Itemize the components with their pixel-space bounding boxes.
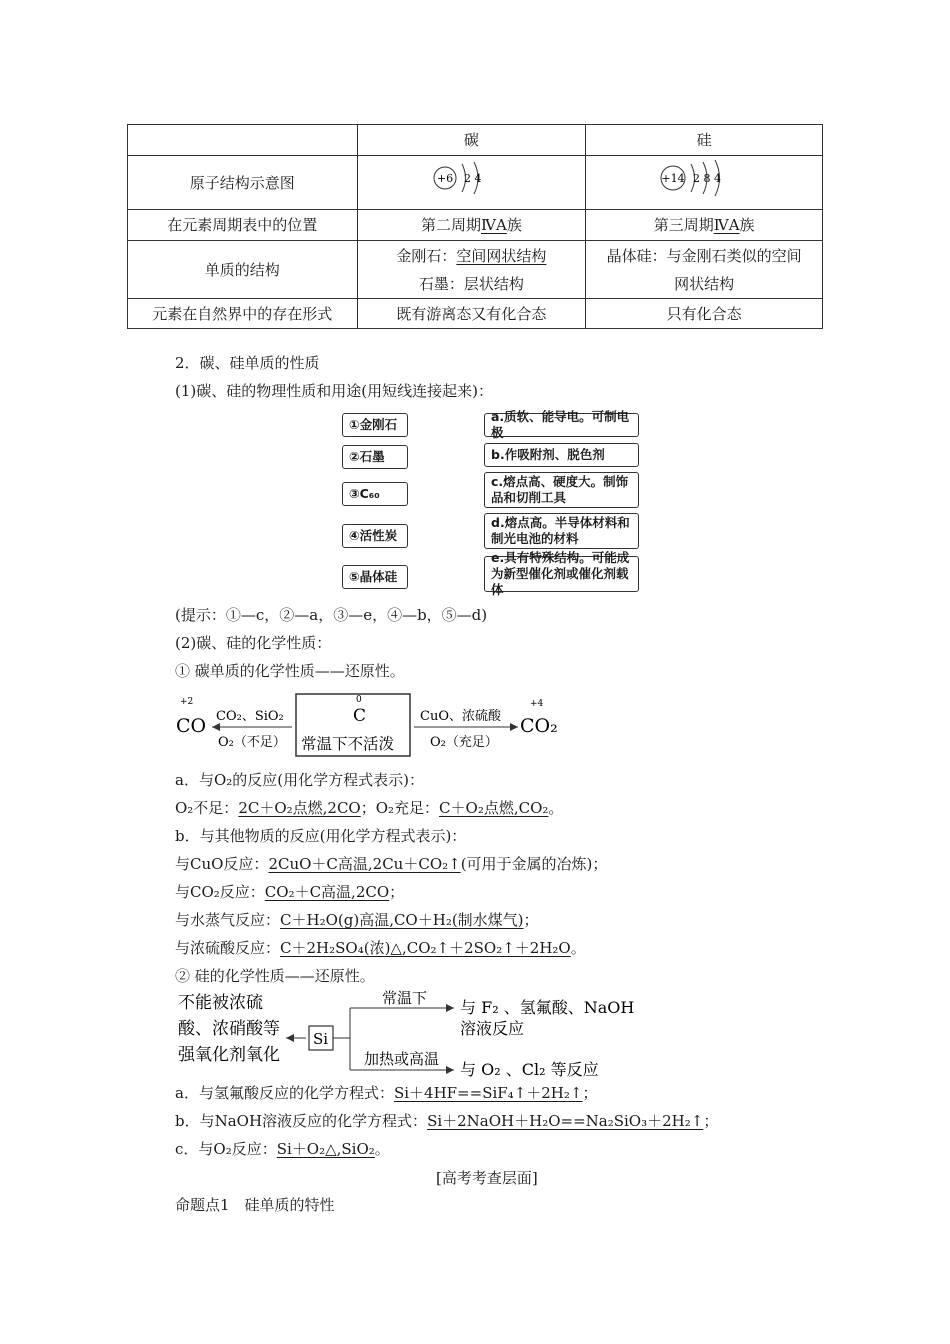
right-box: a.质软、能导电。可制电极 [484, 413, 639, 437]
carbon-silicon-table [127, 124, 823, 329]
left-box: ①金刚石 [342, 413, 408, 437]
table-header-cell [128, 125, 358, 156]
proposition-title: 命题点1 硅单质的特性 [175, 1196, 335, 1214]
reaction-line: b．与NaOH溶液反应的化学方程式：Si＋2NaOH＋H₂O==Na₂SiO₃＋2H₂↑； [175, 1112, 719, 1130]
svg-text:CuO、浓硫酸: CuO、浓硫酸 [420, 709, 501, 724]
center-carbon: C [353, 706, 367, 726]
reaction-line: 与CuO反应：2CuO＋C高温,2Cu＋CO₂↑(可用于金属的冶炼)； [175, 855, 608, 873]
left-box: ④活性炭 [342, 524, 408, 548]
carbon-existence: 既有游离态又有化合态 [357, 299, 586, 329]
svg-text:强氧化剂氧化: 强氧化剂氧化 [178, 1045, 280, 1065]
reaction-line: 与水蒸气反应：C＋H₂O(g)高温,CO＋H₂(制水煤气)； [175, 911, 539, 929]
table-header-silicon: 硅 [586, 125, 823, 156]
silicon-shells: 2 8 4 [693, 172, 722, 185]
table-row [128, 299, 823, 329]
carbon-structure: 金刚石：空间网状结构 石墨：层状结构 [357, 241, 586, 299]
gaokao-header: [高考考查层面] [436, 1169, 538, 1187]
svg-text:酸、浓硝酸等: 酸、浓硝酸等 [178, 1019, 280, 1039]
svg-text:与 F₂ 、氢氟酸、NaOH: 与 F₂ 、氢氟酸、NaOH [460, 998, 635, 1017]
svg-text:常温下: 常温下 [382, 989, 428, 1007]
svg-text:加热或高温: 加热或高温 [364, 1050, 440, 1068]
svg-text:O₂（充足）: O₂（充足） [430, 735, 498, 750]
left-box: ③C₆₀ [342, 482, 408, 506]
silicon-position: 第三周期ⅣA族 [586, 210, 823, 241]
svg-text:CO₂、SiO₂: CO₂、SiO₂ [216, 709, 284, 724]
reaction-line: 与浓硫酸反应：C＋2H₂SO₄(浓)△,CO₂↑＋2SO₂↑＋2H₂O。 [175, 939, 586, 957]
table-header-carbon: 碳 [357, 125, 586, 156]
right-box: b.作吸附剂、脱色剂 [484, 443, 639, 467]
svg-text:溶液反应: 溶液反应 [460, 1019, 525, 1038]
table-header-row [128, 125, 823, 156]
section-title: 2．碳、硅单质的性质 [175, 354, 320, 372]
carbon-reaction-diagram [170, 690, 570, 760]
reaction-title: a．与O₂的反应(用化学方程式表示)： [175, 771, 424, 789]
row-label: 在元素周期表中的位置 [128, 210, 358, 241]
silicon-existence: 只有化合态 [586, 299, 823, 329]
subsection-title: (2)碳、硅的化学性质： [175, 634, 332, 652]
svg-text:+4: +4 [530, 699, 544, 709]
carbon-property-title: ① 碳单质的化学性质——还原性。 [175, 662, 405, 680]
silicon-atom-diagram [586, 156, 823, 210]
silicon-property-title: ② 硅的化学性质——还原性。 [175, 967, 375, 985]
carbon-shells: 2 4 [464, 172, 482, 185]
reaction-title: b．与其他物质的反应(用化学方程式表示)： [175, 827, 467, 845]
silicon-structure: 晶体硅：与金刚石类似的空间 网状结构 [586, 241, 823, 299]
o2-reactions: O₂不足：2C＋O₂点燃,2CO；O₂充足：C＋O₂点燃,CO₂。 [175, 799, 564, 817]
row-label: 元素在自然界中的存在形式 [128, 299, 358, 329]
carbon-nucleus: +6 [437, 172, 454, 185]
subsection-title: (1)碳、硅的物理性质和用途(用短线连接起来)： [175, 382, 493, 400]
silicon-reaction-diagram [170, 988, 640, 1078]
svg-text:O₂（不足）: O₂（不足） [218, 735, 286, 750]
reaction-line: a．与氢氟酸反应的化学方程式：Si＋4HF==SiF₄↑＋2H₂↑； [175, 1084, 598, 1102]
right-box: e.具有特殊结构。可能成为新型催化剂或催化剂载体 [484, 556, 639, 592]
svg-text:不能被浓硫: 不能被浓硫 [178, 993, 263, 1013]
right-product: CO₂ [520, 715, 558, 737]
table-row [128, 156, 823, 210]
svg-text:+2: +2 [180, 697, 194, 707]
reaction-line: 与CO₂反应：CO₂＋C高温,2CO； [175, 883, 405, 901]
svg-text:常温下不活泼: 常温下不活泼 [301, 735, 395, 753]
carbon-position: 第二周期ⅣA族 [357, 210, 586, 241]
svg-text:与 O₂ 、Cl₂ 等反应: 与 O₂ 、Cl₂ 等反应 [460, 1060, 599, 1078]
right-box: d.熔点高。半导体材料和制光电池的材料 [484, 513, 639, 549]
right-box: c.熔点高、硬度大。制饰品和切削工具 [484, 472, 639, 508]
left-box: ⑤晶体硅 [342, 565, 408, 589]
row-label: 单质的结构 [128, 241, 358, 299]
left-product: CO [176, 715, 207, 737]
svg-text:0: 0 [356, 695, 362, 705]
reaction-line: c．与O₂反应：Si＋O₂△,SiO₂。 [175, 1140, 390, 1158]
table-row [128, 241, 823, 299]
hint-text: (提示：①—c，②—a，③—e，④—b，⑤—d) [175, 606, 488, 624]
silicon-nucleus: +14 [661, 172, 685, 185]
carbon-atom-diagram [357, 156, 586, 210]
table-row [128, 210, 823, 241]
left-box: ②石墨 [342, 445, 408, 469]
silicon-symbol: Si [313, 1030, 329, 1048]
row-label: 原子结构示意图 [128, 156, 358, 210]
